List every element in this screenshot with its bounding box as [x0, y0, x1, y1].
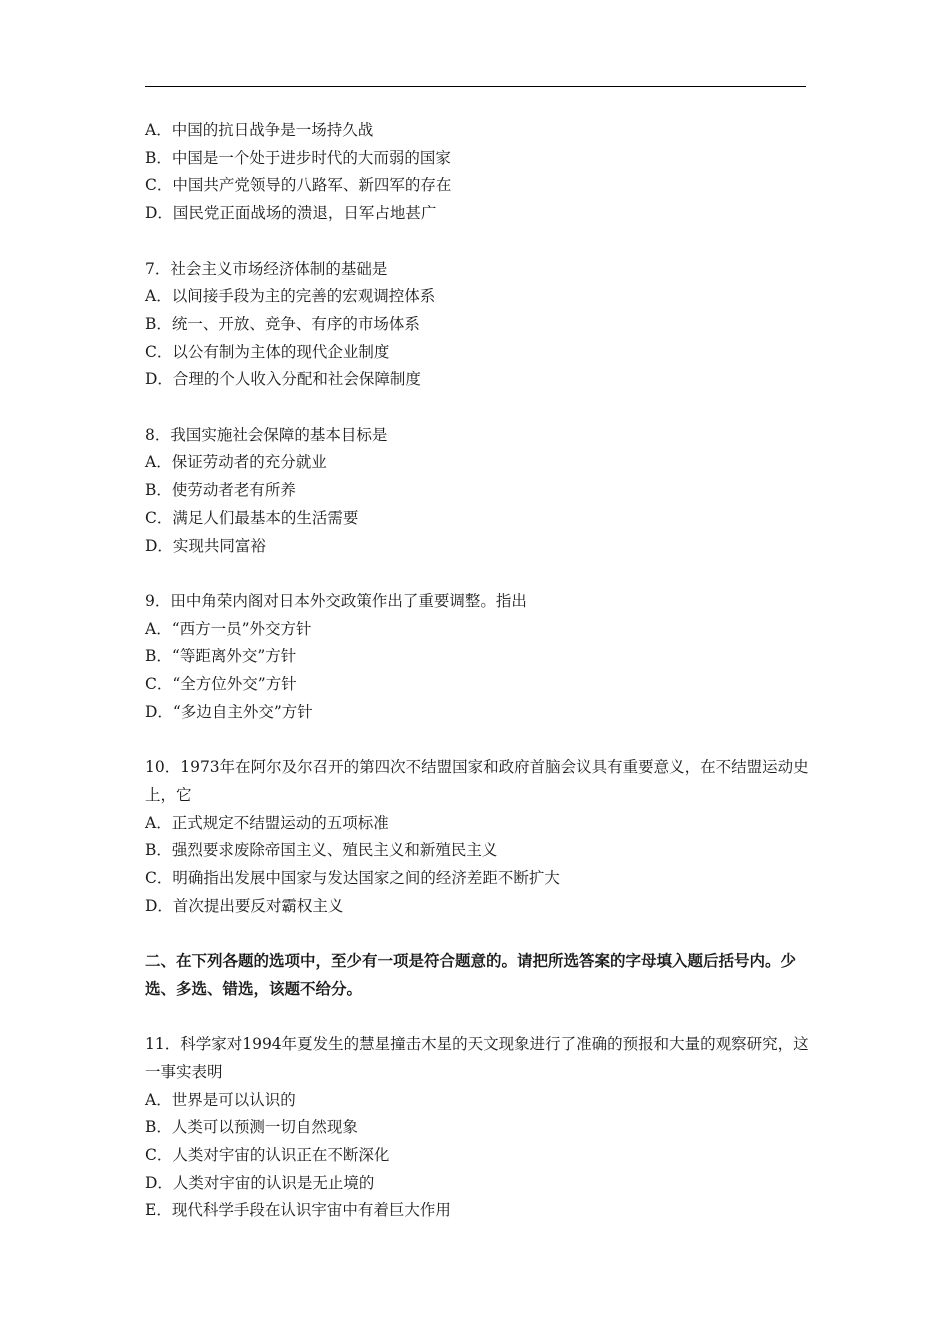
question-6-options: [145, 117, 810, 228]
q7-stem: 7．社会主义市场经济体制的基础是: [145, 259, 388, 278]
q8-option-d: D．实现共同富裕: [145, 536, 266, 555]
q10-stem: 10．1973年在阿尔及尔召开的第四次不结盟国家和政府首脑会议具有重要意义，在不结盟运动史上，它: [145, 758, 809, 804]
q8-option-a: A．保证劳动者的充分就业: [145, 453, 327, 472]
q10-option-a: A．正式规定不结盟运动的五项标准: [145, 813, 389, 832]
question-11: [145, 1031, 810, 1225]
question-8: [145, 422, 810, 561]
q11-stem: 11．科学家对1994年夏发生的慧星撞击木星的天文现象进行了准确的预报和大量的观察研究，这一事实表明: [145, 1035, 809, 1081]
q10-option-b: B．强烈要求废除帝国主义、殖民主义和新殖民主义: [145, 841, 498, 860]
q11-option-d: D．人类对宇宙的认识是无止境的: [145, 1173, 375, 1192]
q10-option-d: D．首次提出要反对霸权主义: [145, 896, 344, 915]
q9-stem: 9．田中角荣内阁对日本外交政策作出了重要调整。指出: [145, 591, 527, 610]
question-9: [145, 588, 810, 727]
question-10: [145, 754, 810, 920]
q9-option-b: B．“等距离外交”方针: [145, 647, 297, 666]
q8-stem: 8．我国实施社会保障的基本目标是: [145, 425, 388, 444]
section-2: [145, 948, 810, 1003]
q7-option-b: B．统一、开放、竞争、有序的市场体系: [145, 314, 420, 333]
q7-option-a: A．以间接手段为主的完善的宏观调控体系: [145, 287, 436, 306]
q7-option-d: D．合理的个人收入分配和社会保障制度: [145, 370, 421, 389]
q9-option-a: A．“西方一员”外交方针: [145, 619, 312, 638]
q6-option-b: B．中国是一个处于进步时代的大而弱的国家: [145, 148, 451, 167]
q7-option-c: C．以公有制为主体的现代企业制度: [145, 342, 390, 361]
q10-option-c: C．明确指出发展中国家与发达国家之间的经济差距不断扩大: [145, 868, 560, 887]
q6-option-d: D．国民党正面战场的溃退，日军占地甚广: [145, 204, 437, 223]
document-body: [145, 117, 810, 1225]
q8-option-c: C．满足人们最基本的生活需要: [145, 508, 359, 527]
q6-option-a: A．中国的抗日战争是一场持久战: [145, 121, 374, 139]
q11-option-b: B．人类可以预测一切自然现象: [145, 1118, 358, 1137]
question-7: [145, 256, 810, 395]
q8-option-b: B．使劳动者老有所养: [145, 481, 296, 500]
header-rule: [145, 86, 806, 87]
q6-option-c: C．中国共产党领导的八路军、新四军的存在: [145, 176, 452, 195]
q9-option-c: C．“全方位外交”方针: [145, 675, 297, 694]
q9-option-d: D．“多边自主外交”方针: [145, 702, 313, 721]
section-2-heading: 二、在下列各题的选项中，至少有一项是符合题意的。请把所选答案的字母填入题后括号内。少选、多选、错选，该题不给分。: [145, 952, 797, 998]
q11-option-c: C．人类对宇宙的认识正在不断深化: [145, 1145, 390, 1164]
q11-option-a: A．世界是可以认识的: [145, 1090, 296, 1109]
q11-option-e: E．现代科学手段在认识宇宙中有着巨大作用: [145, 1201, 451, 1220]
